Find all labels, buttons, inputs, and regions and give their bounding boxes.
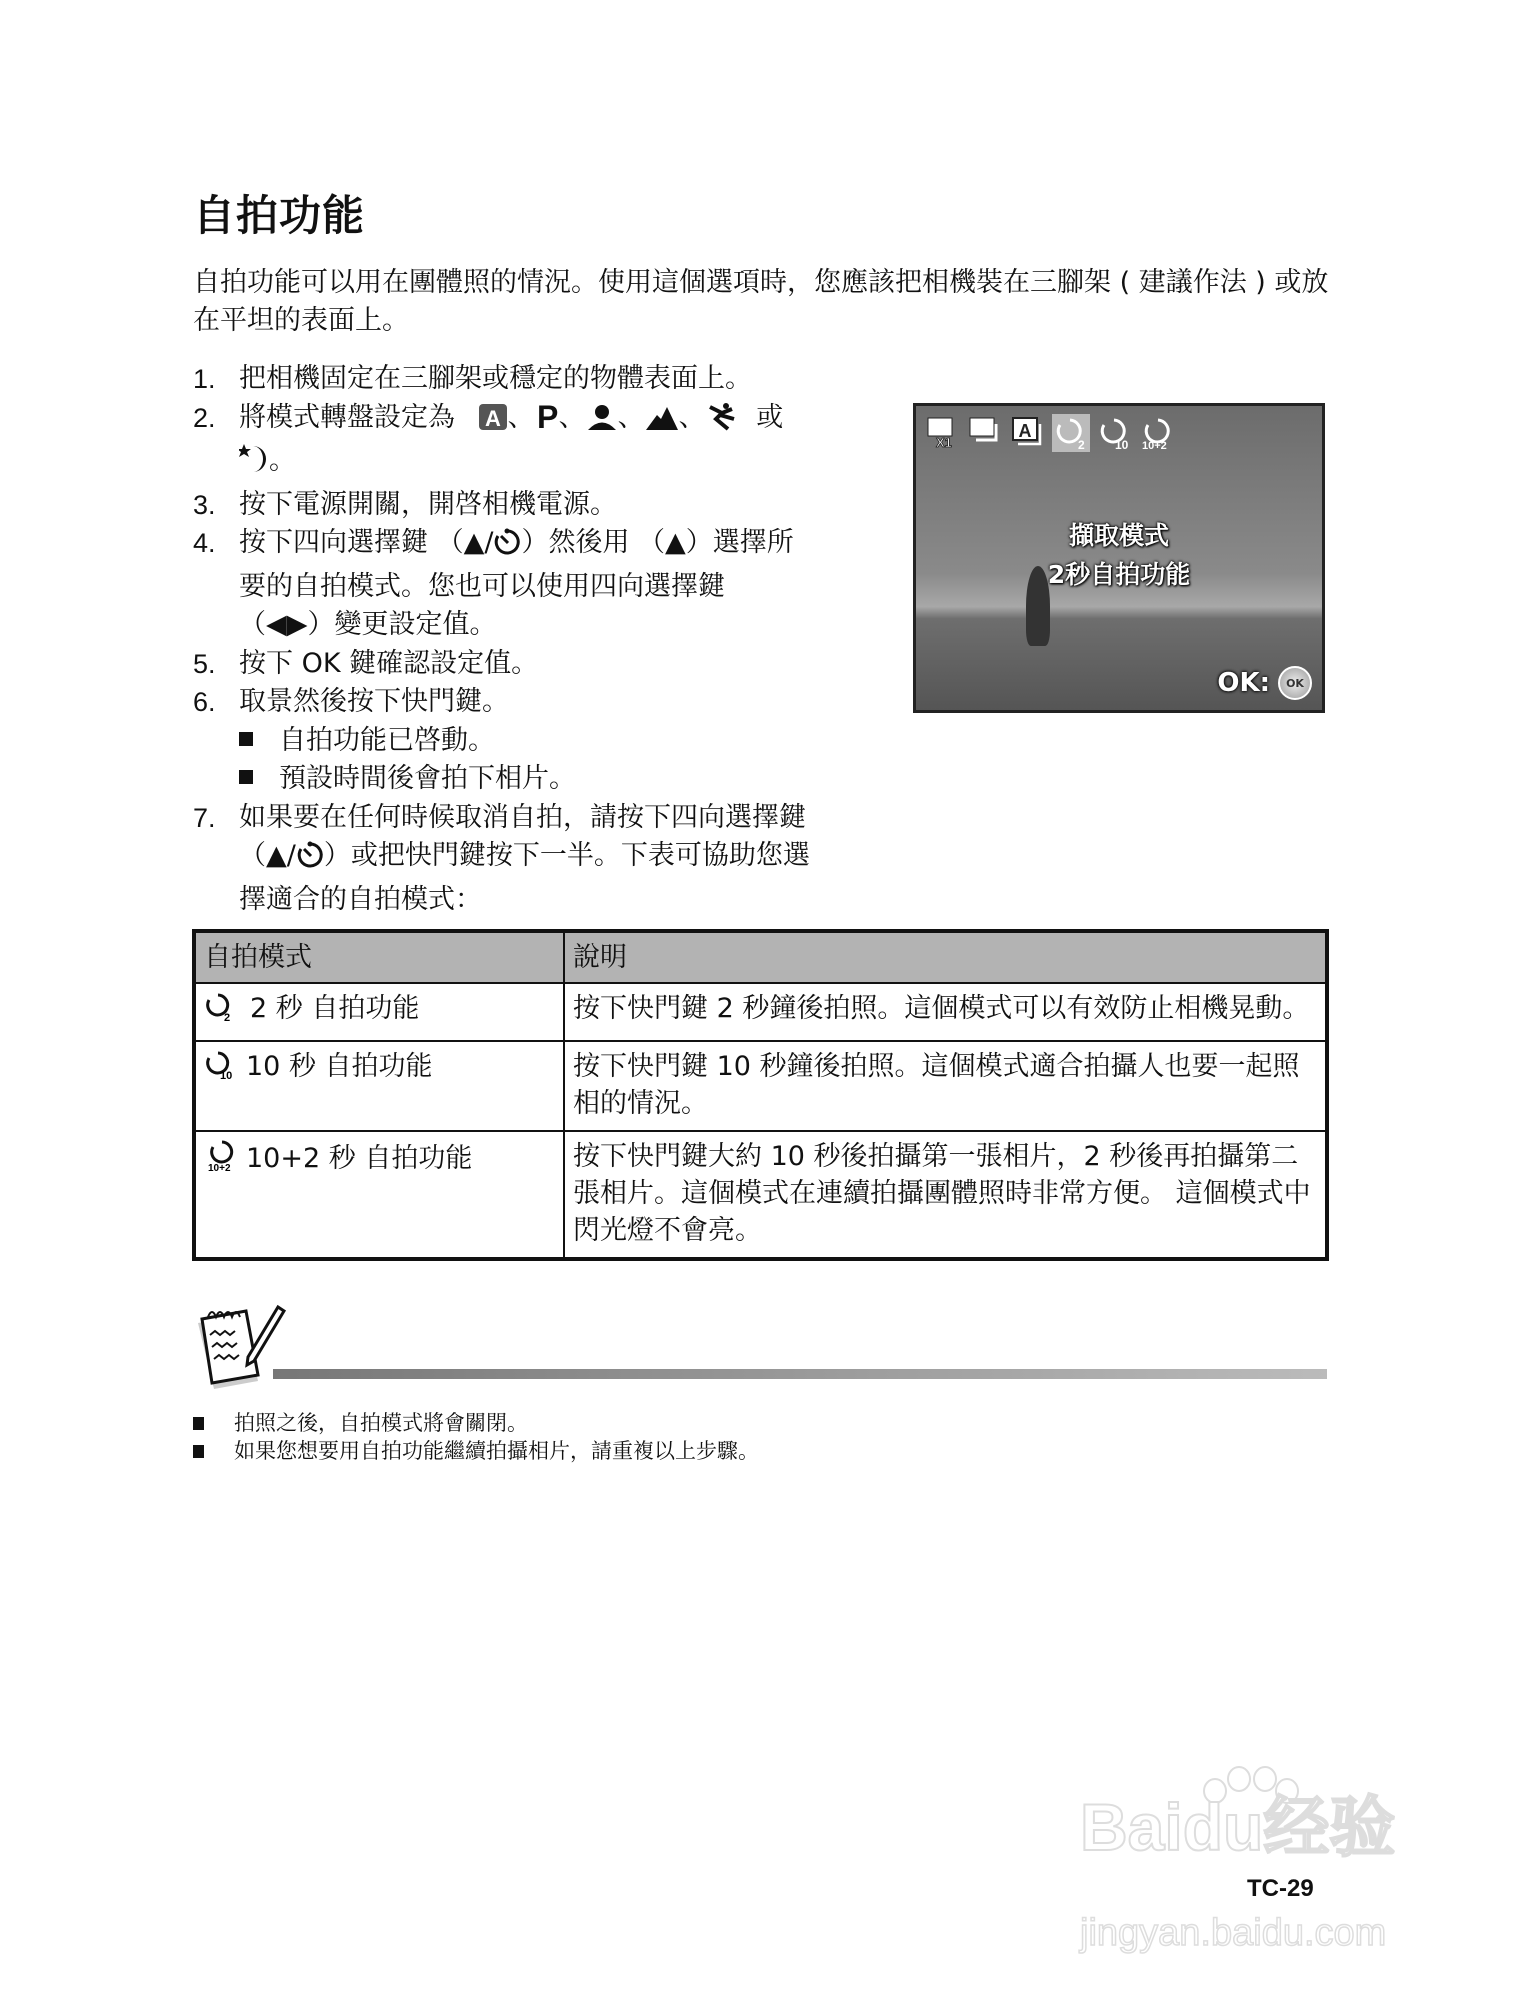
auto-mode-icon [478, 403, 508, 443]
self-timer-10s-icon [1096, 414, 1132, 452]
bullet-square-icon [239, 770, 253, 784]
self-timer-10-2s-icon [1138, 414, 1178, 452]
camera-lcd-preview [913, 403, 1325, 713]
self-timer-icon [296, 841, 324, 881]
step-3 [193, 486, 813, 525]
sub-bullet [239, 760, 813, 799]
mode-name: 10+2 秒 自拍功能 [246, 1143, 473, 1174]
self-timer-icon [493, 528, 521, 568]
step-text: 如果要在任何時候取消自拍，請按下四向選擇鍵 （▲/ [239, 801, 806, 871]
column-header-mode: 自拍模式 [194, 931, 564, 983]
table-header-row [194, 931, 1327, 983]
ok-button-icon: OK [1278, 666, 1312, 700]
mode-name: 2 秒 自拍功能 [250, 993, 420, 1024]
steps-list [193, 360, 813, 919]
portrait-mode-icon [586, 403, 618, 443]
separator: 、 [558, 401, 586, 433]
note-item [193, 1437, 1330, 1465]
or-text: 或 [756, 401, 784, 433]
step-1 [193, 360, 813, 399]
baidu-watermark [1080, 1765, 1430, 1965]
step-number: 1. [193, 364, 216, 394]
sub-bullet [239, 722, 813, 761]
step-text: 把相機固定在三腳架或穩定的物體表面上。 [239, 363, 752, 394]
note-text: 如果您想要用自拍功能繼續拍攝相片，請重複以上步驟。 [234, 1439, 759, 1463]
selected-mode-label: 2秒自拍功能 [1047, 560, 1191, 589]
svg-text:10: 10 [220, 1070, 233, 1080]
bullet-square-icon [193, 1445, 204, 1458]
sports-mode-icon [706, 401, 738, 443]
note-text: 拍照之後，自拍模式將會關閉。 [234, 1411, 528, 1435]
svg-text:10+2: 10+2 [208, 1163, 231, 1172]
bullet-text: 預設時間後會拍下相片。 [279, 763, 576, 794]
page-content [193, 190, 1330, 1465]
note-divider-bar [273, 1369, 1327, 1379]
step-text: 按下四向選擇鍵 （▲/ [239, 527, 494, 558]
notes-list [193, 1409, 1330, 1465]
svg-text:2: 2 [224, 1012, 231, 1022]
landscape-mode-icon [645, 403, 679, 443]
bullet-square-icon [193, 1417, 204, 1430]
description-cell: 按下快門鍵 2 秒鐘後拍照。這個模式可以有效防止相機晃動。 [564, 983, 1327, 1041]
step-7 [193, 799, 813, 920]
self-timer-2s-icon [1052, 414, 1090, 452]
bullet-text: 自拍功能已啓動。 [279, 724, 495, 756]
column-header-description: 說明 [564, 931, 1327, 983]
step-text: 按下 OK 鍵確認設定值。 [239, 647, 539, 679]
step-text: 將模式轉盤設定為 [239, 401, 455, 433]
self-timer-2s-icon [204, 990, 236, 1032]
self-timer-mode-table [192, 929, 1329, 1261]
table-row [194, 1131, 1327, 1259]
period: 。 [269, 445, 296, 476]
step-number: 7. [193, 802, 216, 833]
step-number: 4. [193, 528, 216, 558]
ok-label: OK: [1217, 668, 1270, 698]
note-header [193, 1301, 1330, 1391]
svg-text:A: A [1018, 421, 1032, 441]
step-number: 3. [193, 489, 216, 520]
svg-text:2: 2 [1078, 438, 1085, 452]
capture-mode-label: 擷取模式 [1068, 521, 1169, 550]
step-text: 按下電源開關，開啓相機電源。 [239, 488, 617, 520]
notepad-pencil-icon [192, 1301, 288, 1397]
continuous-shot-icon [968, 414, 1004, 448]
separator: 、 [617, 401, 645, 433]
step-number: 2. [193, 402, 216, 433]
mode-name: 10 秒 自拍功能 [246, 1051, 433, 1082]
svg-text:10: 10 [1115, 438, 1129, 452]
drive-mode-icons [926, 414, 1178, 452]
night-mode-icon [239, 442, 269, 486]
watermark-url: jingyan.baidu.com [1080, 1912, 1387, 1954]
auto-bracket-icon [1010, 414, 1046, 448]
svg-text:A: A [484, 405, 501, 431]
description-cell: 按下快門鍵 10 秒鐘後拍照。這個模式適合拍攝人也要一起照相的情況。 [564, 1041, 1327, 1131]
step-text: ）然後用 （▲）選擇所要的自拍模式。您也可以使用四向選擇鍵 （◀▶）變更設定值。 [239, 527, 794, 640]
step-2 [193, 399, 813, 486]
mode-cell [194, 1131, 564, 1259]
step-number: 5. [193, 648, 216, 679]
self-timer-10-2s-icon [204, 1138, 240, 1182]
page-number: TC-29 [1247, 1875, 1314, 1902]
bullet-square-icon [239, 732, 253, 746]
program-mode-icon [535, 401, 559, 443]
mode-cell [194, 983, 564, 1041]
step-number: 6. [193, 687, 216, 717]
svg-text:P: P [536, 400, 558, 431]
self-timer-10s-icon [204, 1048, 240, 1090]
intro-paragraph: 自拍功能可以用在團體照的情況。使用這個選項時，您應該把相機裝在三腳架 ( 建議作法 ) 或放在平坦的表面上。 [193, 267, 1329, 336]
mode-cell [194, 1041, 564, 1131]
svg-text:10+2: 10+2 [1142, 440, 1167, 452]
page-title: 自拍功能 [193, 191, 366, 240]
separator: 、 [678, 401, 706, 433]
step-text: 取景然後按下快門鍵。 [239, 686, 509, 717]
step-text: ）或把快門鍵按下一半。下表可協助您選擇適合的自拍模式： [239, 840, 810, 915]
note-item [193, 1409, 1330, 1437]
step-5 [193, 645, 813, 684]
table-row [194, 1041, 1327, 1131]
step-6 [193, 683, 813, 799]
svg-text:X1: X1 [936, 435, 952, 448]
step-4 [193, 524, 813, 645]
separator: 、 [507, 401, 535, 433]
description-cell: 按下快門鍵大約 10 秒後拍攝第一張相片，2 秒後再拍攝第二張相片。這個模式在連續拍攝團體照時非常方便。 這個模式中閃光燈不會亮。 [564, 1131, 1327, 1259]
single-shot-icon [926, 414, 962, 448]
ok-hint [1217, 666, 1312, 700]
table-row [194, 983, 1327, 1041]
watermark-logo-text: Baidu经验 [1080, 1790, 1396, 1864]
